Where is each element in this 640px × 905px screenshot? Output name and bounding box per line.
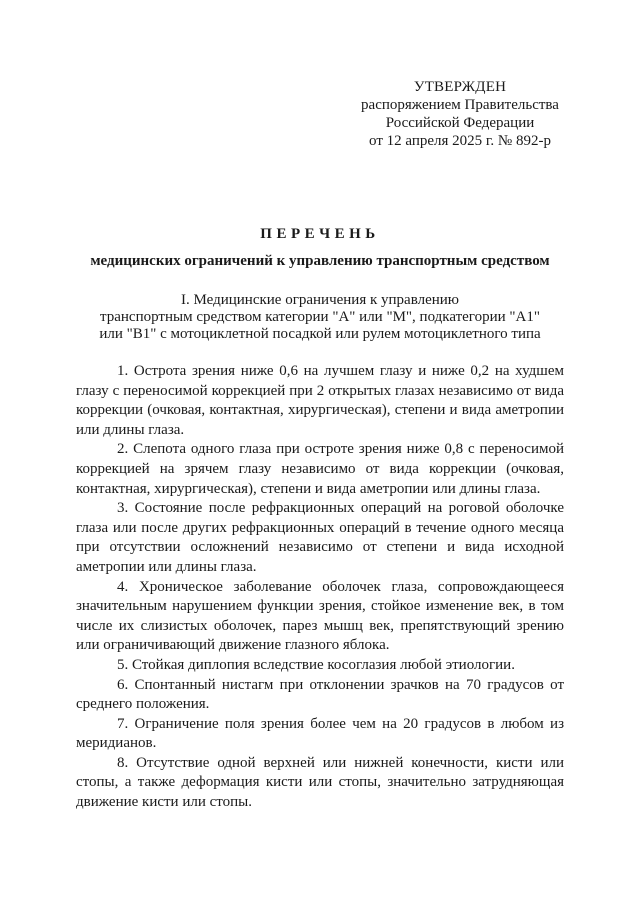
list-item: 7. Ограничение поля зрения более чем на 20 градусов в любом из меридианов. [76,715,564,752]
list-item: 8. Отсутствие одной верхней или нижней конечности, кисти или стопы, а также деформация кисти или стопы, значительно затрудняющая движение кисти или стопы. [76,754,564,811]
approval-line-3: от 12 апреля 2025 г. № 892-р [369,133,551,149]
section-heading [60,292,580,343]
items-list [76,362,564,813]
list-item: 6. Спонтанный нистагм при отклонении зрачков на 70 градусов от среднего положения. [76,676,564,713]
document-title: ПЕРЕЧЕНЬ [260,226,380,242]
list-item: 3. Состояние после рефракционных операций на роговой оболочке глаза или после других рефракционных операций в течение одного месяца при отсутствии осложнений независимо от степени и вида исходной аметропии или длины глаза. [76,500,564,575]
section-heading-line-1: I. Медицинские ограничения к управлению [181,292,459,308]
document-subtitle: медицинских ограничений к управлению транспортным средством [90,253,550,269]
approval-line-2: Российской Федерации [385,115,535,131]
section-heading-line-2: транспортным средством категории "A" или "M", подкатегории "A1" [100,309,540,325]
list-item: 1. Острота зрения ниже 0,6 на лучшем глазу и ниже 0,2 на худшем глазу с переносимой коррекцией при 2 открытых глазах независимо от вида коррекции (очковая, контактная, хирургическая), степени и вида аметропии или длины глаза. [76,363,564,438]
approval-block [350,78,570,150]
approval-line-1: распоряжением Правительства [361,97,559,113]
section-heading-line-3: или "B1" с мотоциклетной посадкой или рулем мотоциклетного типа [99,326,541,342]
approval-heading: УТВЕРЖДЕН [413,79,507,95]
list-item: 5. Стойкая диплопия вследствие косоглазия любой этиологии. [117,656,515,673]
list-item: 4. Хроническое заболевание оболочек глаза, сопровождающееся значительным нарушением функции зрения, стойкое изменение век, в том числе их слизистых оболочек, парез мышц век, препятствующий зрению или ограничивающий движение глазного яблока. [76,578,564,654]
list-item: 2. Слепота одного глаза при остроте зрения ниже 0,8 с переносимой коррекцией на зрячем глазу независимо от вида коррекции (очковая, контактная, хирургическая), степени и вида аметропии или длины глаза. [76,441,564,497]
